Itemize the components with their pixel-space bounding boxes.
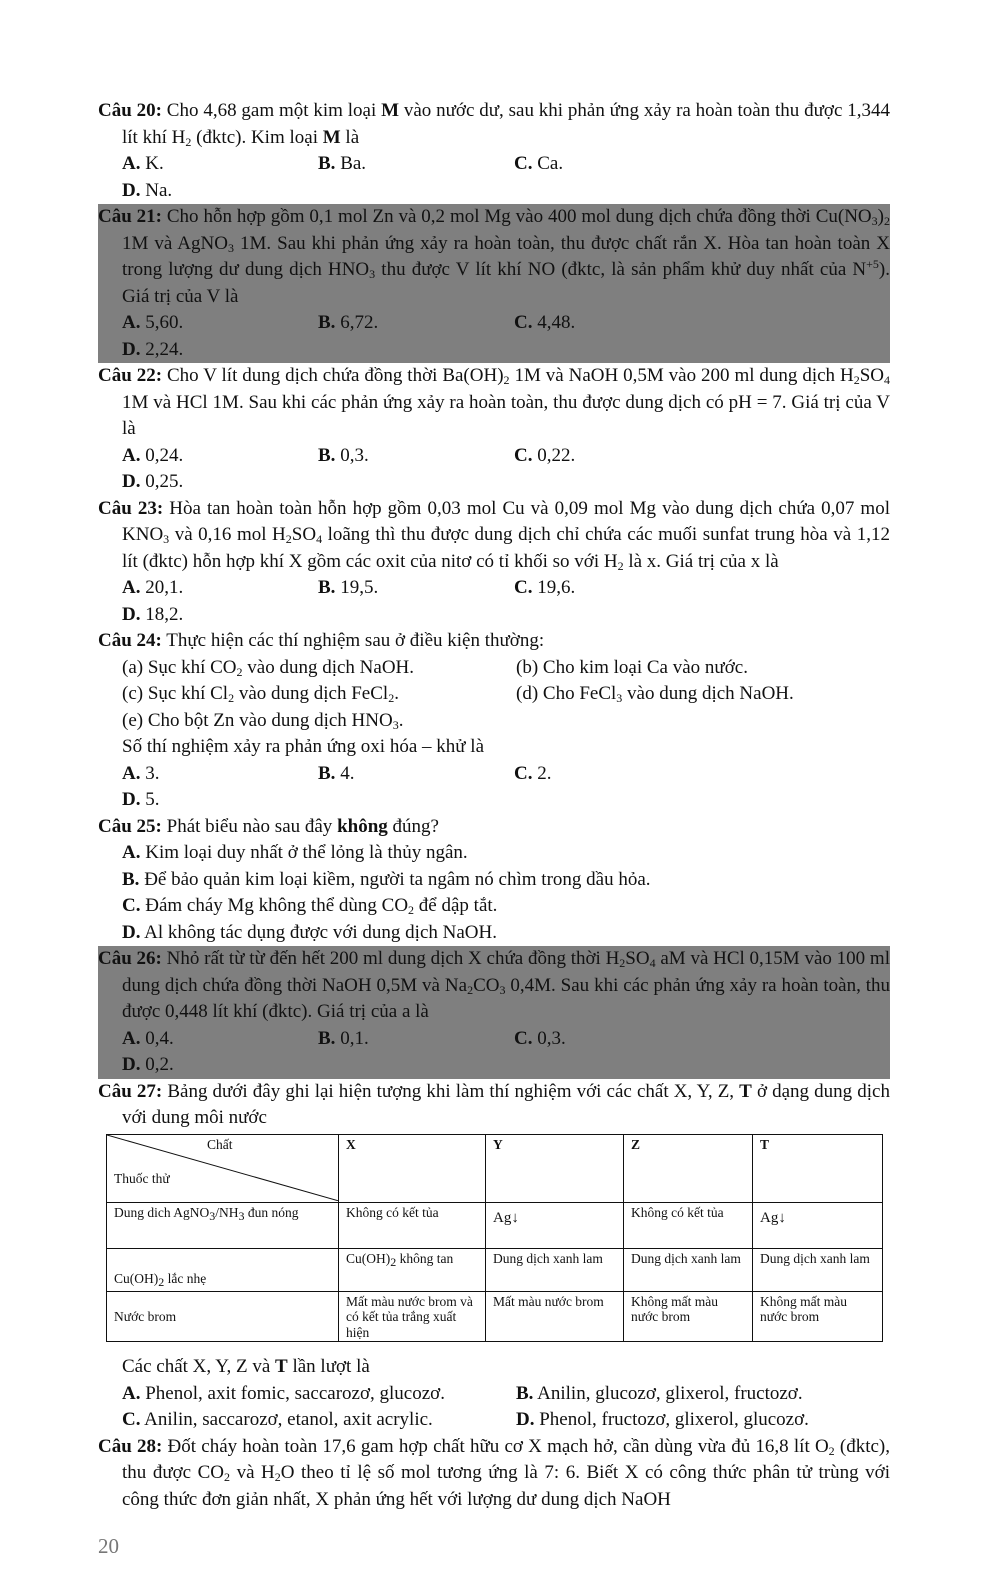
option-text: 0,1. xyxy=(335,1027,369,1049)
subscript: 3 xyxy=(163,532,170,546)
option-text: Na. xyxy=(140,179,173,201)
question-prompt: Số thí nghiệm xảy ra phản ứng oxi hóa – khử là xyxy=(122,736,485,757)
option-a xyxy=(122,1381,516,1408)
option-letter: D. xyxy=(122,603,141,625)
stem-text: CO xyxy=(473,974,500,996)
precipitate-arrow-icon: ↓ xyxy=(511,1209,519,1226)
option-letter: C. xyxy=(514,153,533,174)
option-text: Phenol, fructozơ, glixerol, glucozơ. xyxy=(534,1409,809,1430)
option-c xyxy=(514,310,710,337)
option-letter: A. xyxy=(122,842,141,863)
subscript: 2 xyxy=(503,373,510,387)
result-cell: Mất màu nước brom xyxy=(486,1291,624,1342)
option-letter: D. xyxy=(122,179,141,201)
cell-text: Ag xyxy=(760,1209,779,1226)
stem-text: vào nước dư, sau khi phản ứng xảy ra hoàn toàn thu được 1,344 lít khí H xyxy=(122,100,890,148)
stem-text: Thực hiện các thí nghiệm sau ở điều kiện thường: xyxy=(161,630,545,651)
option-letter: C. xyxy=(514,762,533,784)
table-row xyxy=(107,1291,883,1342)
experiment-text: vào dung dịch NaOH. xyxy=(242,656,415,678)
option-text: Anilin, saccarozơ, etanol, axit acrylic. xyxy=(140,1409,433,1430)
option-text: 18,2. xyxy=(140,603,184,625)
experiments-row xyxy=(98,655,890,682)
stem-text: 1M và AgNO xyxy=(122,232,228,254)
option-d xyxy=(122,787,318,814)
stem-text: SO xyxy=(625,948,650,969)
question-24 xyxy=(98,628,890,814)
option-d xyxy=(516,1407,890,1434)
subscript: 2 xyxy=(390,1254,397,1269)
option-a xyxy=(122,151,318,178)
stem-text: Nhỏ rất từ từ đến hết 200 ml dung dịch X chứa đồng thời H xyxy=(161,948,620,969)
option-text: 5,60. xyxy=(140,312,184,333)
question-number: Câu 26: xyxy=(98,948,162,969)
cell-text: Dung dich AgNO xyxy=(114,1204,210,1220)
option-text: 4,48. xyxy=(532,312,576,333)
result-cell xyxy=(753,1202,883,1248)
experiment-e xyxy=(98,708,890,735)
page-number: 20 xyxy=(98,1534,119,1558)
option-text: Phenol, axit fomic, saccarozơ, glucozơ. xyxy=(140,1382,445,1404)
option-letter: D. xyxy=(122,338,141,360)
stem-text: Cho V lít dung dịch chứa đồng thời Ba(OH) xyxy=(162,365,504,386)
option-d xyxy=(122,337,318,364)
experiment-c xyxy=(122,681,516,708)
experiment-text: (a) Sục khí CO xyxy=(122,656,237,678)
subscript: 2 xyxy=(158,1275,165,1289)
option-text: Kim loại duy nhất ở thể lỏng là thủy ngân. xyxy=(140,842,468,863)
option-text: 2. xyxy=(532,762,552,784)
experiment-text: (e) Cho bột Zn vào dung dịch HNO xyxy=(122,709,393,731)
option-c xyxy=(514,575,710,602)
experiment-text: (c) Sục khí Cl xyxy=(122,683,229,704)
stem-text: ). Giá trị của V là xyxy=(122,259,890,307)
precipitate-arrow-icon: ↓ xyxy=(778,1209,786,1226)
table-row xyxy=(107,1202,883,1248)
subscript: 2 xyxy=(408,903,415,917)
question-21 xyxy=(98,204,890,363)
table-corner-cell xyxy=(107,1134,339,1202)
reaction-table-wrapper xyxy=(106,1134,882,1343)
corner-label-reagent: Thuốc thử xyxy=(114,1170,170,1186)
stem-text: ) xyxy=(877,206,884,227)
option-text: 0,4. xyxy=(140,1027,174,1049)
option-text: 5. xyxy=(140,789,160,810)
option-letter: C. xyxy=(122,1409,141,1430)
stem-text: (đktc), thu được CO xyxy=(122,1435,891,1483)
result-cell: Mất màu nước brom và có kết tủa trắng xuất hiện xyxy=(339,1291,486,1342)
result-cell: Dung dịch xanh lam xyxy=(486,1248,624,1291)
option-d xyxy=(98,920,890,947)
stem-text: là x. Giá trị của x là xyxy=(623,550,779,572)
subscript: 2 xyxy=(224,1470,231,1484)
experiment-b: (b) Cho kim loại Ca vào nước. xyxy=(516,656,748,678)
question-20-stem xyxy=(98,98,890,151)
options-row xyxy=(98,761,890,814)
option-d xyxy=(122,178,318,205)
options-row xyxy=(98,1381,890,1408)
option-text: 0,3. xyxy=(532,1027,566,1049)
stem-text: 1M. Sau khi phản ứng xảy ra hoàn toàn, thu được chất rắn X. Hòa tan hoàn toàn X trong lượng dư dung dịch HNO xyxy=(122,232,890,280)
option-c xyxy=(122,1407,516,1434)
option-text: Al không tác dụng được với dung dịch NaOH. xyxy=(140,921,497,943)
stem-text: ở dạng dung dịch với dung môi nước xyxy=(122,1080,890,1128)
question-26-stem xyxy=(98,946,890,1026)
subscript: 2 xyxy=(228,691,235,705)
option-text: 0,24. xyxy=(140,444,184,466)
experiment-text: vào dung dịch NaOH. xyxy=(622,683,794,704)
question-26 xyxy=(98,946,890,1079)
question-number: Câu 25: xyxy=(98,815,162,837)
option-letter: C. xyxy=(122,895,141,916)
option-letter: C. xyxy=(514,312,533,333)
stem-text: Phát biểu nào sau đây xyxy=(161,815,338,837)
question-number: Câu 23: xyxy=(98,497,164,519)
stem-bold: M xyxy=(381,100,400,121)
stem-text: và 0,16 mol H xyxy=(169,524,286,545)
option-letter: B. xyxy=(318,577,336,598)
option-letter: D. xyxy=(122,789,141,810)
stem-text: (đktc). Kim loại xyxy=(191,126,323,148)
stem-text: Cho hỗn hợp gồm 0,1 mol Zn và 0,2 mol Mg vào 400 mol dung dịch chứa đồng thời Cu(NO xyxy=(162,206,872,227)
option-text: 4. xyxy=(335,762,355,784)
option-text: 20,1. xyxy=(140,577,184,598)
question-22 xyxy=(98,363,890,496)
result-cell xyxy=(486,1202,624,1248)
options-row xyxy=(98,151,890,204)
subscript: 2 xyxy=(619,956,626,970)
option-letter: D. xyxy=(122,921,141,943)
question-20 xyxy=(98,98,890,204)
option-d xyxy=(122,469,318,496)
question-27 xyxy=(98,1079,890,1132)
experiment-a xyxy=(122,655,516,682)
option-letter: B. xyxy=(318,762,336,784)
result-cell: Không mất màu nước brom xyxy=(753,1291,883,1342)
options-row xyxy=(98,443,890,496)
options-row xyxy=(98,310,890,363)
result-cell: Không có kết tủa xyxy=(339,1202,486,1248)
option-letter: C. xyxy=(514,1027,533,1049)
question-28 xyxy=(98,1434,890,1514)
option-b xyxy=(98,867,890,894)
subscript: 2 xyxy=(467,982,474,997)
cell-text: Cu(OH) xyxy=(114,1271,159,1286)
question-23 xyxy=(98,496,890,629)
question-number: Câu 21: xyxy=(98,206,162,227)
option-letter: B. xyxy=(318,444,336,466)
question-22-stem xyxy=(98,363,890,443)
option-c xyxy=(514,761,710,788)
subscript: 3 xyxy=(616,691,623,705)
stem-text: 1M và NaOH 0,5M vào 200 ml dung dịch H xyxy=(509,365,854,386)
stem-text: 0,4M. Sau khi các phản ứng xảy ra hoàn toàn, thu được 0,448 lít khí (đktc). Giá trị của a là xyxy=(122,974,890,1022)
option-letter: A. xyxy=(122,1382,141,1404)
column-header xyxy=(486,1134,624,1202)
question-number: Câu 27: xyxy=(98,1080,163,1102)
option-c xyxy=(514,1026,710,1053)
option-text: 2,24. xyxy=(140,338,184,360)
option-text: 19,6. xyxy=(532,577,576,598)
cell-text: không tan xyxy=(396,1250,454,1266)
column-header-text: Y xyxy=(493,1136,503,1152)
reagent-cell: Nước brom xyxy=(107,1291,339,1342)
option-text: Đám cháy Mg không thể dùng CO xyxy=(140,895,409,916)
option-b xyxy=(318,443,514,470)
option-letter: B. xyxy=(516,1382,534,1404)
option-text: Để bảo quản kim loại kiềm, người ta ngâm nó chìm trong dầu hỏa. xyxy=(139,868,651,890)
stem-text: SO xyxy=(859,365,884,386)
option-b xyxy=(318,151,514,178)
option-a xyxy=(122,1026,318,1053)
option-text: 6,72. xyxy=(335,312,379,333)
option-c xyxy=(514,151,710,178)
option-text: Ca. xyxy=(532,153,564,174)
result-cell: Dung dịch xanh lam xyxy=(753,1248,883,1291)
cell-text: Cu(OH) xyxy=(346,1250,391,1266)
question-27-stem xyxy=(98,1079,890,1132)
result-cell: Không có kết tủa xyxy=(624,1202,753,1248)
stem-text: Bảng dưới đây ghi lại hiện tượng khi làm thí nghiệm với các chất X, Y, Z, xyxy=(162,1080,740,1102)
subscript: 3 xyxy=(238,1208,245,1223)
option-b xyxy=(318,1026,514,1053)
question-number: Câu 20: xyxy=(98,100,162,121)
option-text: 0,3. xyxy=(335,444,369,466)
result-cell: Không mất màu nước brom xyxy=(624,1291,753,1342)
question-27-answers xyxy=(98,1354,890,1434)
column-header xyxy=(339,1134,486,1202)
corner-label-substance: Chất xyxy=(207,1136,233,1152)
reagent-cell xyxy=(107,1248,339,1291)
stem-text: đúng? xyxy=(387,815,439,837)
stem-text: Đốt cháy hoàn toàn 17,6 gam hợp chất hữu cơ X mạch hở, cần dùng vừa đủ 16,8 lít O xyxy=(162,1435,829,1457)
option-letter: B. xyxy=(318,1027,336,1049)
option-letter: A. xyxy=(122,762,141,784)
subscript: 3 xyxy=(499,982,506,997)
result-cell: Dung dịch xanh lam xyxy=(624,1248,753,1291)
subscript: 4 xyxy=(649,956,656,970)
option-b xyxy=(318,310,514,337)
option-c xyxy=(514,443,710,470)
stem-text: 1M và HCl 1M. Sau khi các phản ứng xảy ra hoàn toàn, thu được dung dịch có pH = 7. Giá trị của V là xyxy=(122,391,890,439)
option-a xyxy=(122,761,318,788)
option-letter: D. xyxy=(516,1409,535,1430)
cell-text: Ag xyxy=(493,1209,512,1226)
option-letter: B. xyxy=(122,868,140,890)
column-header-text: T xyxy=(760,1136,770,1152)
subscript: 3 xyxy=(227,240,234,255)
experiments-row xyxy=(98,681,890,708)
stem-text: aM và HCl 0,15M vào 100 ml dung dịch chứa đồng thời NaOH 0,5M và Na xyxy=(122,948,890,996)
experiment-d xyxy=(516,681,890,708)
option-c xyxy=(98,893,890,920)
question-28-stem xyxy=(98,1434,890,1514)
option-a xyxy=(122,575,318,602)
prompt-text: lần lượt là xyxy=(287,1356,370,1377)
subscript: 3 xyxy=(369,267,376,281)
question-25 xyxy=(98,814,890,947)
column-header xyxy=(624,1134,753,1202)
option-text: 19,5. xyxy=(335,577,379,598)
option-letter: A. xyxy=(122,577,141,598)
option-text: 0,22. xyxy=(532,444,576,466)
option-letter: C. xyxy=(514,577,533,598)
option-d xyxy=(122,1052,318,1079)
reaction-table xyxy=(106,1134,883,1343)
question-number: Câu 22: xyxy=(98,365,163,386)
experiment-text: . xyxy=(398,709,404,731)
option-text: Ba. xyxy=(335,153,367,174)
stem-text: loãng thì thu được dung dịch chỉ chứa các muối sunfat trung hòa và 1,12 lít (đktc) hỗn hợp khí X gồm các oxit của nitơ có tỉ khối so với H xyxy=(122,524,890,572)
column-header xyxy=(753,1134,883,1202)
option-letter: C. xyxy=(514,444,533,466)
subscript: 3 xyxy=(871,214,878,228)
question-24-stem xyxy=(98,628,890,655)
stem-text: thu được V lít khí NO (đktc, là sản phẩm khử duy nhất của N xyxy=(375,259,867,280)
option-letter: D. xyxy=(122,471,141,492)
table-header-row xyxy=(107,1134,883,1202)
subscript: 2 xyxy=(285,532,292,546)
option-letter: A. xyxy=(122,444,141,466)
subscript: 3 xyxy=(209,1208,216,1223)
option-a xyxy=(122,443,318,470)
question-21-stem xyxy=(98,204,890,310)
option-text: K. xyxy=(140,153,164,174)
question-23-stem xyxy=(98,496,890,576)
subscript: 4 xyxy=(884,373,890,387)
option-text: 0,25. xyxy=(140,471,184,492)
stem-bold: không xyxy=(337,815,388,837)
cell-text: lắc nhẹ xyxy=(164,1271,207,1286)
option-letter: A. xyxy=(122,312,141,333)
prompt-bold: T xyxy=(275,1356,288,1377)
options-row xyxy=(98,1407,890,1434)
subscript: 2 xyxy=(853,373,860,387)
stem-bold: T xyxy=(739,1080,752,1102)
subscript: 2 xyxy=(617,558,624,573)
option-text: 3. xyxy=(140,762,160,784)
option-a xyxy=(98,840,890,867)
column-header-text: X xyxy=(346,1136,356,1152)
subscript: 2 xyxy=(828,1443,835,1458)
cell-text: /NH xyxy=(215,1204,239,1220)
option-b xyxy=(318,575,514,602)
subscript: 2 xyxy=(236,664,243,679)
stem-text: và H xyxy=(230,1462,275,1483)
options-row xyxy=(98,575,890,628)
option-text: để dập tắt. xyxy=(414,895,498,916)
reagent-cell xyxy=(107,1202,339,1248)
subscript: 2 xyxy=(274,1470,281,1484)
prompt-text: Các chất X, Y, Z và xyxy=(122,1356,276,1377)
stem-text: Hòa tan hoàn toàn hỗn hợp gồm 0,03 mol Cu và 0,09 mol Mg vào dung dịch chứa 0,07 mol KNO xyxy=(122,497,890,545)
subscript: 2 xyxy=(388,691,395,705)
option-letter: B. xyxy=(318,153,336,174)
option-letter: D. xyxy=(122,1054,141,1075)
result-cell xyxy=(339,1248,486,1291)
option-text: 0,2. xyxy=(140,1054,174,1075)
subscript: 4 xyxy=(316,532,323,546)
option-b xyxy=(516,1381,890,1408)
question-prompt xyxy=(98,1354,890,1381)
option-letter: A. xyxy=(122,1027,141,1049)
option-b xyxy=(318,761,514,788)
stem-text: Cho 4,68 gam một kim loại xyxy=(161,100,382,121)
stem-text: SO xyxy=(291,524,317,545)
column-header-text: Z xyxy=(631,1136,641,1152)
superscript: +5 xyxy=(866,257,879,271)
question-number: Câu 24: xyxy=(98,630,162,651)
option-d xyxy=(122,602,318,629)
options-row xyxy=(98,1026,890,1079)
stem-text: O theo tỉ lệ số mol tương ứng là 7: 6. Biết X có công thức phân tử trùng với công thức đơn giản nhất, X phản ứng hết với lượng dư dung dịch NaOH xyxy=(122,1462,890,1510)
cell-text: đun nóng xyxy=(244,1204,299,1220)
stem-bold: M xyxy=(322,126,341,148)
experiment-text: (d) Cho FeCl xyxy=(516,683,617,704)
subscript: 2 xyxy=(185,134,192,149)
experiment-text: . xyxy=(394,683,399,704)
experiment-text: vào dung dịch FeCl xyxy=(234,683,389,704)
option-letter: B. xyxy=(318,312,336,333)
option-letter: A. xyxy=(122,153,141,174)
subscript: 2 xyxy=(883,214,890,228)
question-number: Câu 28: xyxy=(98,1435,163,1457)
option-text: Anilin, glucozơ, glixerol, fructozơ. xyxy=(533,1382,803,1404)
table-row xyxy=(107,1248,883,1291)
subscript: 3 xyxy=(392,717,399,732)
question-25-stem xyxy=(98,814,890,841)
stem-text: là xyxy=(340,126,360,148)
option-a xyxy=(122,310,318,337)
